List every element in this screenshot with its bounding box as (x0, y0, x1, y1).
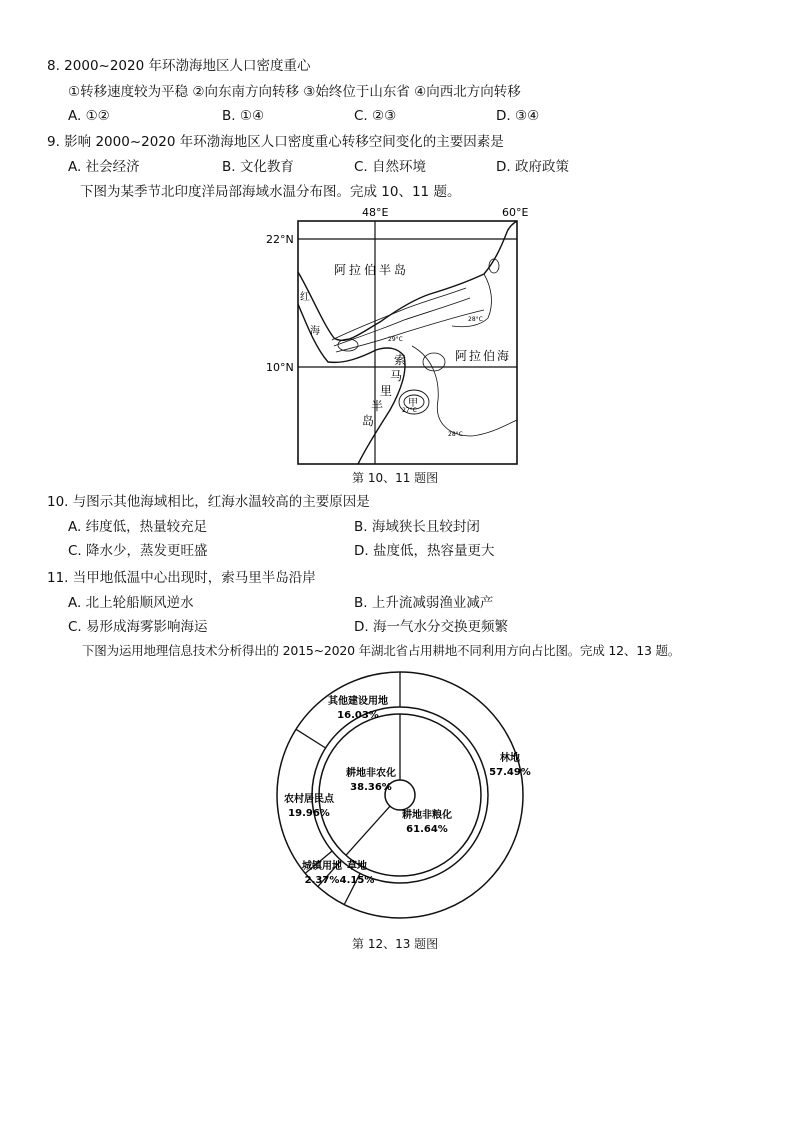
map-caption: 第 10、11 题图 (352, 471, 439, 485)
q11-option-a: A. 北上轮船顺风逆水 (68, 595, 194, 611)
q9-stem: 9. 影响 2000~2020 年环渤海地区人口密度重心转移空间变化的主要因素是 (47, 134, 504, 150)
q9-option-b: B. 文化教育 (222, 159, 294, 175)
land-use-donut-chart (270, 660, 540, 930)
q9-option-a: A. 社会经济 (68, 159, 140, 175)
cold-center-label: 甲 (408, 398, 418, 409)
intro-12-13: 下图为运用地理信息技术分析得出的 2015~2020 年湖北省占用耕地不同利用方向占比图。完成 12、13 题。 (82, 643, 681, 658)
somali-label-5: 岛 (362, 414, 375, 428)
isotherm-label-29: 29°C (388, 336, 403, 343)
q10-option-c: C. 降水少，蒸发更旺盛 (68, 543, 208, 559)
q11-option-b: B. 上升流减弱渔业减产 (354, 595, 494, 611)
lon-label-48e: 48°E (362, 206, 389, 219)
inner-slice-label: 耕地非粮化 (402, 810, 452, 821)
outer-slice-label: 农村居民点 (284, 794, 334, 805)
somali-label-4: 半 (371, 399, 384, 413)
q11-option-c: C. 易形成海雾影响海运 (68, 619, 208, 635)
isotherm-gulf-1 (332, 288, 466, 340)
q9-option-c: C. 自然环境 (354, 159, 427, 175)
red-sea-label-2: 海 (310, 326, 320, 337)
q10-option-b: B. 海域狭长且较封闭 (354, 519, 480, 535)
q10-option-d: D. 盐度低，热容量更大 (354, 543, 495, 559)
map-frame (298, 221, 517, 464)
q8-option-c: C. ②③ (354, 108, 397, 124)
isotherm-label-28-north: 28°C (468, 316, 483, 323)
gulf-eddy-isotherm (423, 353, 445, 371)
arabian-sea-label: 阿拉伯海 (455, 349, 512, 363)
red-sea-label-1: 红 (300, 292, 310, 303)
intro-10-11: 下图为某季节北印度洋局部海域水温分布图。完成 10、11 题。 (80, 184, 461, 200)
inner-slice-label: 耕地非农化 (346, 768, 396, 779)
lat-label-10n: 10°N (266, 361, 294, 374)
outer-slice-value-label: 16.03% (337, 710, 379, 721)
outer-slice-label: 林地 (500, 753, 520, 764)
q8-stem: 8. 2000~2020 年环渤海地区人口密度重心 (47, 58, 311, 74)
q11-stem: 11. 当甲地低温中心出现时，索马里半岛沿岸 (47, 570, 316, 586)
q8-option-d: D. ③④ (496, 108, 540, 124)
outer-slice-value-label: 2.37% (304, 875, 340, 886)
q11-option-d: D. 海一气水分交换更频繁 (354, 619, 508, 635)
q10-stem: 10. 与图示其他海域相比，红海水温较高的主要原因是 (47, 494, 370, 510)
lat-label-22n: 22°N (266, 233, 294, 246)
outer-slice-value-label: 4.15% (339, 875, 375, 886)
somali-label-1: 索 (394, 353, 407, 367)
inner-slice-value-label: 61.64% (406, 824, 448, 835)
ocean-temperature-map (262, 200, 532, 470)
q10-option-a: A. 纬度低，热量较充足 (68, 519, 208, 535)
arabian-peninsula-label: 阿拉伯半岛 (334, 263, 410, 277)
q8-option-b: B. ①④ (222, 108, 265, 124)
outer-slice-label: 其他建设用地 (328, 696, 388, 707)
somali-label-3: 里 (380, 384, 393, 398)
somali-label-2: 马 (390, 369, 403, 383)
chart-caption: 第 12、13 题图 (352, 937, 439, 951)
outer-slice-boundary (296, 729, 326, 748)
lon-label-60e: 60°E (502, 206, 529, 219)
q9-option-d: D. 政府政策 (496, 159, 569, 175)
isotherm-label-27: 27°C (402, 407, 417, 414)
outer-slice-label: 城镇用地 (302, 861, 342, 872)
q8-items: ①转移速度较为平稳 ②向东南方向转移 ③始终位于山东省 ④向西北方向转移 (68, 84, 521, 100)
isotherm-label-28-south: 28°C (448, 431, 463, 438)
outer-slice-label: 草地 (347, 861, 367, 872)
inner-slice-boundary (346, 806, 390, 855)
outer-slice-value-label: 19.96% (288, 808, 330, 819)
outer-slice-value-label: 57.49% (489, 767, 531, 778)
inner-slice-value-label: 38.36% (350, 782, 392, 793)
q8-option-a: A. ①② (68, 108, 110, 124)
